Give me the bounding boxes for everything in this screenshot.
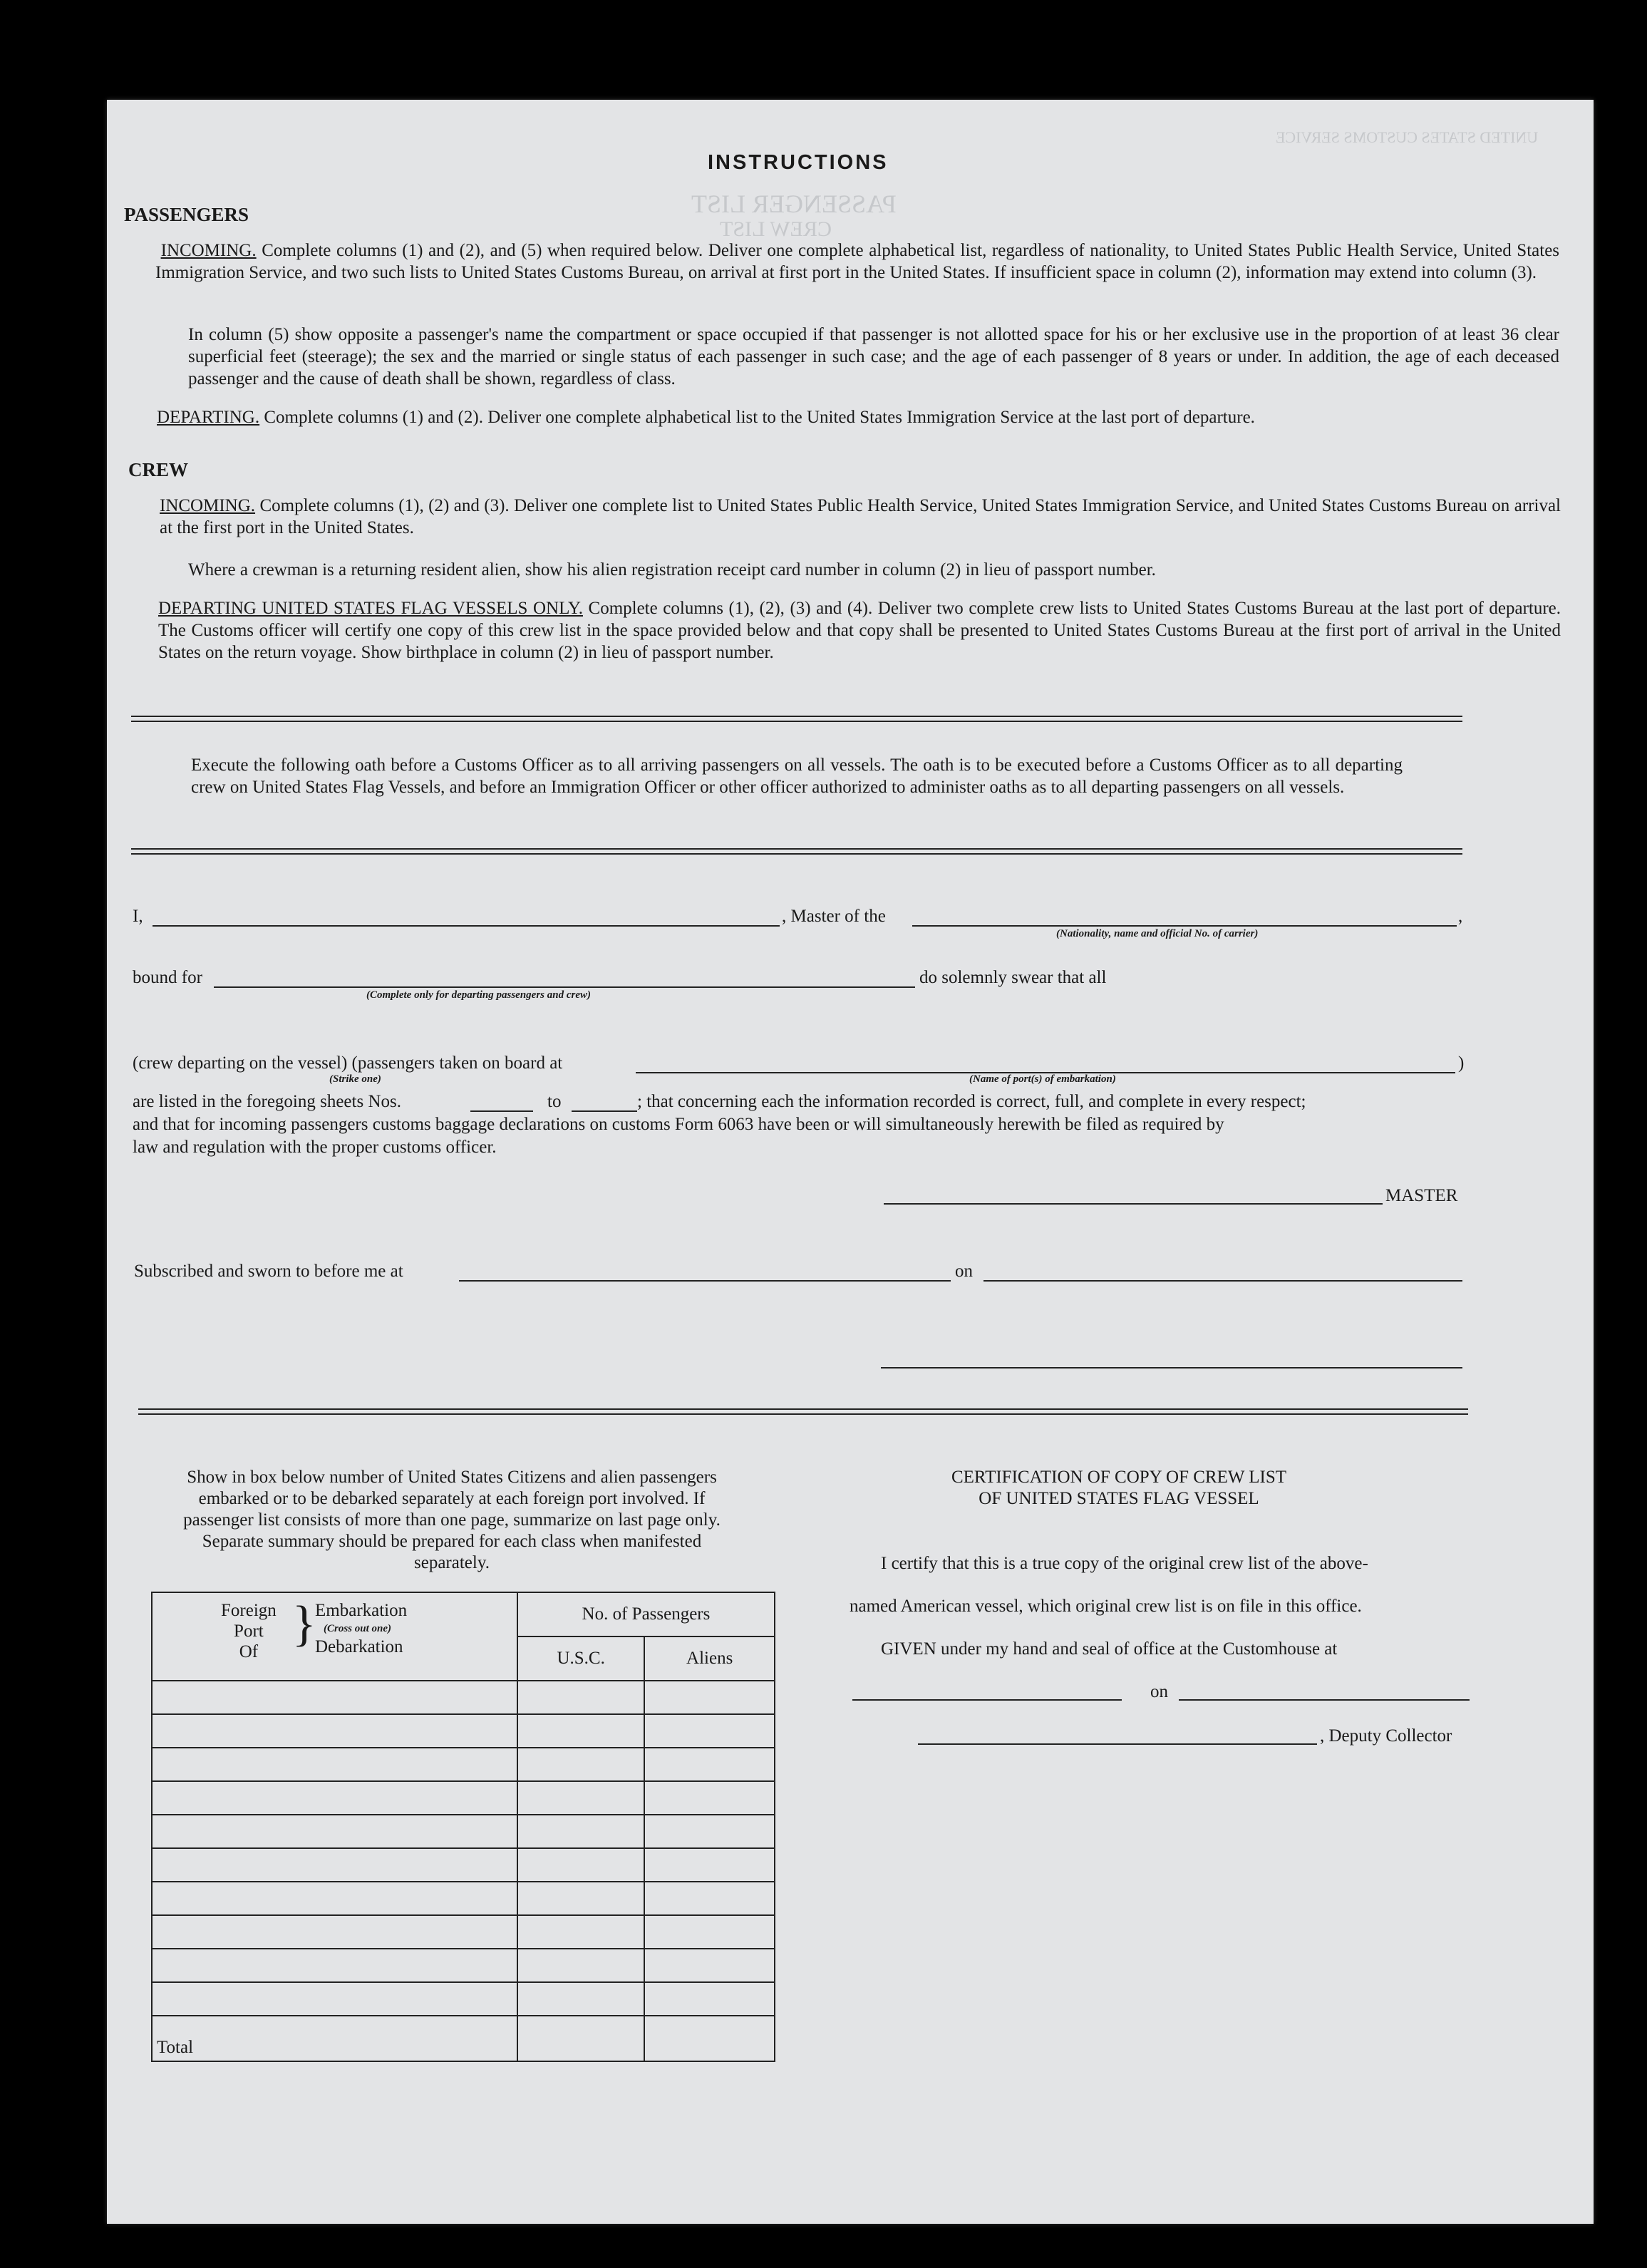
certification-date-field[interactable] [1179, 1699, 1470, 1701]
form-page: UNITED STATES CUSTOMS SERVICE PASSENGER LIST CREW LIST INSTRUCTIONS PASSENGERS INCOMING. Complete columns (1) and (2), and (5) when required below. Deliver one complete alphabetical list, regardless of nationality, to United States Public Health Service, United States Immigration Service, and two such lists to United States Customs Bureau, on arrival at first port in the United States. If insufficient space in column (2), information may extend into column (3). In column (5) show opposite a passenger's name the compartment or space occupied if that passenger is not allotted space for his or her exclusive use in the proportion of at least 36 clear superficial feet (steerage); the sex and the married or single status of each passenger in such case; and the age of each passenger of 8 years or under. In addition, the age of each deceased passenger and the cause of death shall be shown, regardless of class. DEPARTING. Complete columns (1) and (2). Deliver one complete alphabetical list to the United States Immigration Service at the last port of departure. CREW INCOMING. Complete columns (1), (2) and (3). Deliver one complete list to United States Public Health Service, United States Immigration Service, and United States Customs Bureau on arrival at the first port in the United States. Where a crewman is a returning resident alien, show his alien registration receipt card number in column (2) in lieu of passport number. DEPARTING UNITED STATES FLAG VESSELS ONLY. Complete columns (1), (2), (3) and (4). Deliver two complete crew lists to United States Customs Bureau at the last port of departure. The Customs officer will certify one copy of this crew list in the space provided below and that copy shall be presented to United States Customs Bureau at the first port of arrival in the United States on the return voyage. Show birthplace in column (2) in lieu of passport number. Execute the following oath before a Customs Officer as to all arriving passengers on all vessels. The oath is to be executed before a Customs Officer as to all departing crew on United States Flag Vessels, and before an Immigration Officer or other officer authorized to administer oaths as to all departing passengers on all vessels. I, , Master of the , (Nationality, name and official No. of carrier) bound for do solemnly swear that all (Complete only for departing passengers and crew) (crew departing on the vessel) (passengers taken on board at ) (Strike one) (Name of port(s) of embarkation) are listed in the foregoing sheets Nos. to ; that concerning each the information recorded is correct, full, and complete in every respect; and that for incoming passengers customs baggage declarations on customs Form 6063 have been or will simultaneously herewith be filed as required by law and regulation with the proper customs officer. MASTER Subscribed and sworn to before me at on Show in box below number of United States Citizens and alien passengers embarked or to be debarked separately at each foreign port involved. If passenger list consists of more than one page, summarize on last page only. Separate summary should be prepared for each class when manifested separately. Foreign Port Of } Embarkation (Cross out one) Debarkation No. of Passengers U.S.C. Aliens Total CERTIFICATION OF COPY OF CREW LIST OF UNITED STATES FLAG VESSEL I certify that this is a true copy of the original crew list of the above- named American vessel, which original crew list is on file in this office. GIVEN under my hand and seal of office at the Customhouse at on , Deputy Collector [107, 100, 1594, 2224]
table-row [152, 1915, 775, 1949]
port-header-cell [152, 1592, 517, 1681]
sworn-on-label: on [955, 1262, 973, 1281]
strike-one-caption: (Strike one) [329, 1073, 381, 1085]
oath-i-label: I, [133, 907, 143, 926]
crew-incoming-label: INCOMING. [160, 496, 256, 515]
certification-on-label: on [1150, 1682, 1168, 1701]
carrier-field[interactable] [912, 925, 1457, 927]
sworn-date-field[interactable] [983, 1280, 1462, 1282]
table-row [152, 1848, 775, 1882]
port-label: Port [234, 1622, 264, 1641]
carrier-caption: (Nationality, name and official No. of carrier) [1056, 928, 1259, 939]
crew-departing-label: DEPARTING UNITED STATES FLAG VESSELS ONLY. [158, 599, 583, 618]
no-of-passengers-header: No. of Passengers [517, 1592, 775, 1636]
debarkation-label: Debarkation [315, 1637, 403, 1656]
table-row [152, 1714, 775, 1748]
certification-title [869, 1467, 1368, 1510]
crew-heading: CREW [128, 459, 189, 480]
section-divider [131, 848, 1462, 855]
master-signature-field[interactable] [884, 1203, 1383, 1205]
master-of-the-label: , Master of the [782, 907, 886, 926]
given-text: GIVEN under my hand and seal of office at the Customhouse at [881, 1639, 1338, 1659]
close-paren: ) [1458, 1053, 1465, 1073]
passengers-departing-text: Complete columns (1) and (2). Deliver one complete alphabetical list to the United States Immigration Service at the last port of departure. [264, 408, 1255, 427]
sworn-place-field[interactable] [459, 1280, 951, 1282]
bleed-through-text: UNITED STATES CUSTOMS SERVICE [1276, 128, 1539, 146]
total-label: Total [152, 2016, 517, 2061]
table-row [152, 1815, 775, 1848]
crew-departing-text: Complete columns (1), (2), (3) and (4). Deliver two complete crew lists to United States Customs Bureau at the last port of departure. The Customs officer will certify one copy of this crew list in the space provided below and that copy shall be presented to United States Customs Bureau at the first port of arrival in the United States on the return voyage. Show birthplace in column (2) in lieu of passport number. [158, 599, 1561, 662]
bound-for-label: bound for [133, 968, 202, 987]
section-divider [138, 1408, 1468, 1415]
passengers-incoming-label: INCOMING. [160, 241, 257, 260]
table-row [152, 1949, 775, 1982]
oath-line2: and that for incoming passengers customs baggage declarations on customs Form 6063 have been or will simultaneously herewith be filed as required by [133, 1115, 1224, 1134]
crew-resident-paragraph: Where a crewman is a returning resident alien, show his alien registration receipt card number in column (2) in lieu of passport number. [188, 560, 1156, 579]
of-label: Of [239, 1642, 259, 1661]
table-row [152, 1748, 775, 1781]
ports-caption: (Name of port(s) of embarkation) [969, 1073, 1116, 1085]
master-name-field[interactable] [153, 925, 780, 927]
sheet-to-field[interactable] [572, 1110, 637, 1112]
bound-caption: (Complete only for departing passengers and crew) [366, 989, 591, 1001]
table-row [152, 1781, 775, 1815]
total-usc-cell[interactable] [517, 2016, 644, 2061]
table-row [152, 1882, 775, 1915]
deputy-collector-label: , Deputy Collector [1320, 1726, 1452, 1746]
table-row [152, 1982, 775, 2016]
deputy-signature-field[interactable] [918, 1743, 1317, 1745]
certification-title-line1: CERTIFICATION OF COPY OF CREW LIST [951, 1468, 1287, 1487]
passengers-incoming-text: Complete columns (1) and (2), and (5) when required below. Deliver one complete alphabetical list, regardless of nationality, to United States Public Health Service, United States Immigration Service, and two such lists to United States Customs Bureau, on arrival at first port in the United States. If insufficient space in column (2), information may extend into column (3). [155, 241, 1560, 282]
customhouse-field[interactable] [852, 1699, 1122, 1701]
passengers-departing-label: DEPARTING. [157, 408, 260, 427]
cross-out-caption: (Cross out one) [324, 1623, 392, 1634]
crew-incoming-paragraph [160, 495, 1561, 539]
certification-title-line2: OF UNITED STATES FLAG VESSEL [979, 1489, 1259, 1508]
listed-prefix: are listed in the foregoing sheets Nos. [133, 1092, 401, 1111]
bound-for-field[interactable] [214, 986, 915, 988]
officer-signature-field[interactable] [881, 1367, 1462, 1368]
certify-line1: I certify that this is a true copy of the original crew list of the above- [881, 1554, 1368, 1573]
to-label: to [547, 1092, 562, 1111]
bleed-through-text: CREW LIST [720, 217, 832, 241]
passengers-incoming-paragraph [155, 239, 1559, 284]
swear-label: do solemnly swear that all [919, 968, 1107, 987]
bleed-through-text: PASSENGER LIST [691, 190, 897, 218]
oath-instruction: Execute the following oath before a Customs Officer as to all arriving passengers on all vessels. The oath is to be executed before a Customs Officer as to all departing crew on United States Flag Vessels, and before an Immigration Officer or other officer authorized to administer oaths as to all departing passengers on all vessels. [191, 756, 1403, 797]
total-row [152, 2016, 775, 2061]
summary-instruction: Show in box below number of United States Citizens and alien passengers embarked or to be debarked separately at each foreign port involved. If passenger list consists of more than one page, summarize on last page only. Separate summary should be prepared for each class when manifested separately. [183, 1468, 721, 1572]
brace-icon: } [292, 1597, 316, 1651]
passengers-departing-paragraph [157, 406, 1561, 428]
crew-incoming-text: Complete columns (1), (2) and (3). Deliver one complete list to United States Public Health Service, United States Immigration Service, and United States Customs Bureau on arrival at the first port in the United States. [160, 496, 1561, 537]
subscribed-label: Subscribed and sworn to before me at [134, 1262, 403, 1281]
total-aliens-cell[interactable] [644, 2016, 775, 2061]
crew-departing-label: (crew departing on the vessel) (passengers taken on board at [133, 1053, 563, 1073]
passenger-summary-table [151, 1592, 775, 2062]
section-divider [131, 716, 1462, 722]
page-title: INSTRUCTIONS [708, 151, 889, 174]
usc-header: U.S.C. [517, 1636, 644, 1681]
master-label: MASTER [1385, 1186, 1458, 1205]
oath-line3: law and regulation with the proper customs officer. [133, 1138, 497, 1157]
crew-departing-paragraph [158, 597, 1561, 664]
sheet-from-field[interactable] [470, 1110, 533, 1112]
listed-suffix: ; that concerning each the information recorded is correct, full, and complete in every respect; [637, 1092, 1306, 1111]
aliens-header: Aliens [644, 1636, 775, 1681]
passengers-column5-paragraph: In column (5) show opposite a passenger's name the compartment or space occupied if that passenger is not allotted space for his or her exclusive use in the proportion of at least 36 clear superficial feet (steerage); the sex and the married or single status of each passenger in such case; and the age of each passenger of 8 years or under. In addition, the age of each deceased passenger and the cause of death shall be shown, regardless of class. [188, 325, 1559, 388]
certify-line2: named American vessel, which original crew list is on file in this office. [850, 1597, 1362, 1616]
passengers-heading: PASSENGERS [124, 204, 249, 225]
foreign-label: Foreign [221, 1601, 277, 1620]
embarkation-label: Embarkation [315, 1601, 408, 1620]
table-row [152, 1681, 775, 1714]
